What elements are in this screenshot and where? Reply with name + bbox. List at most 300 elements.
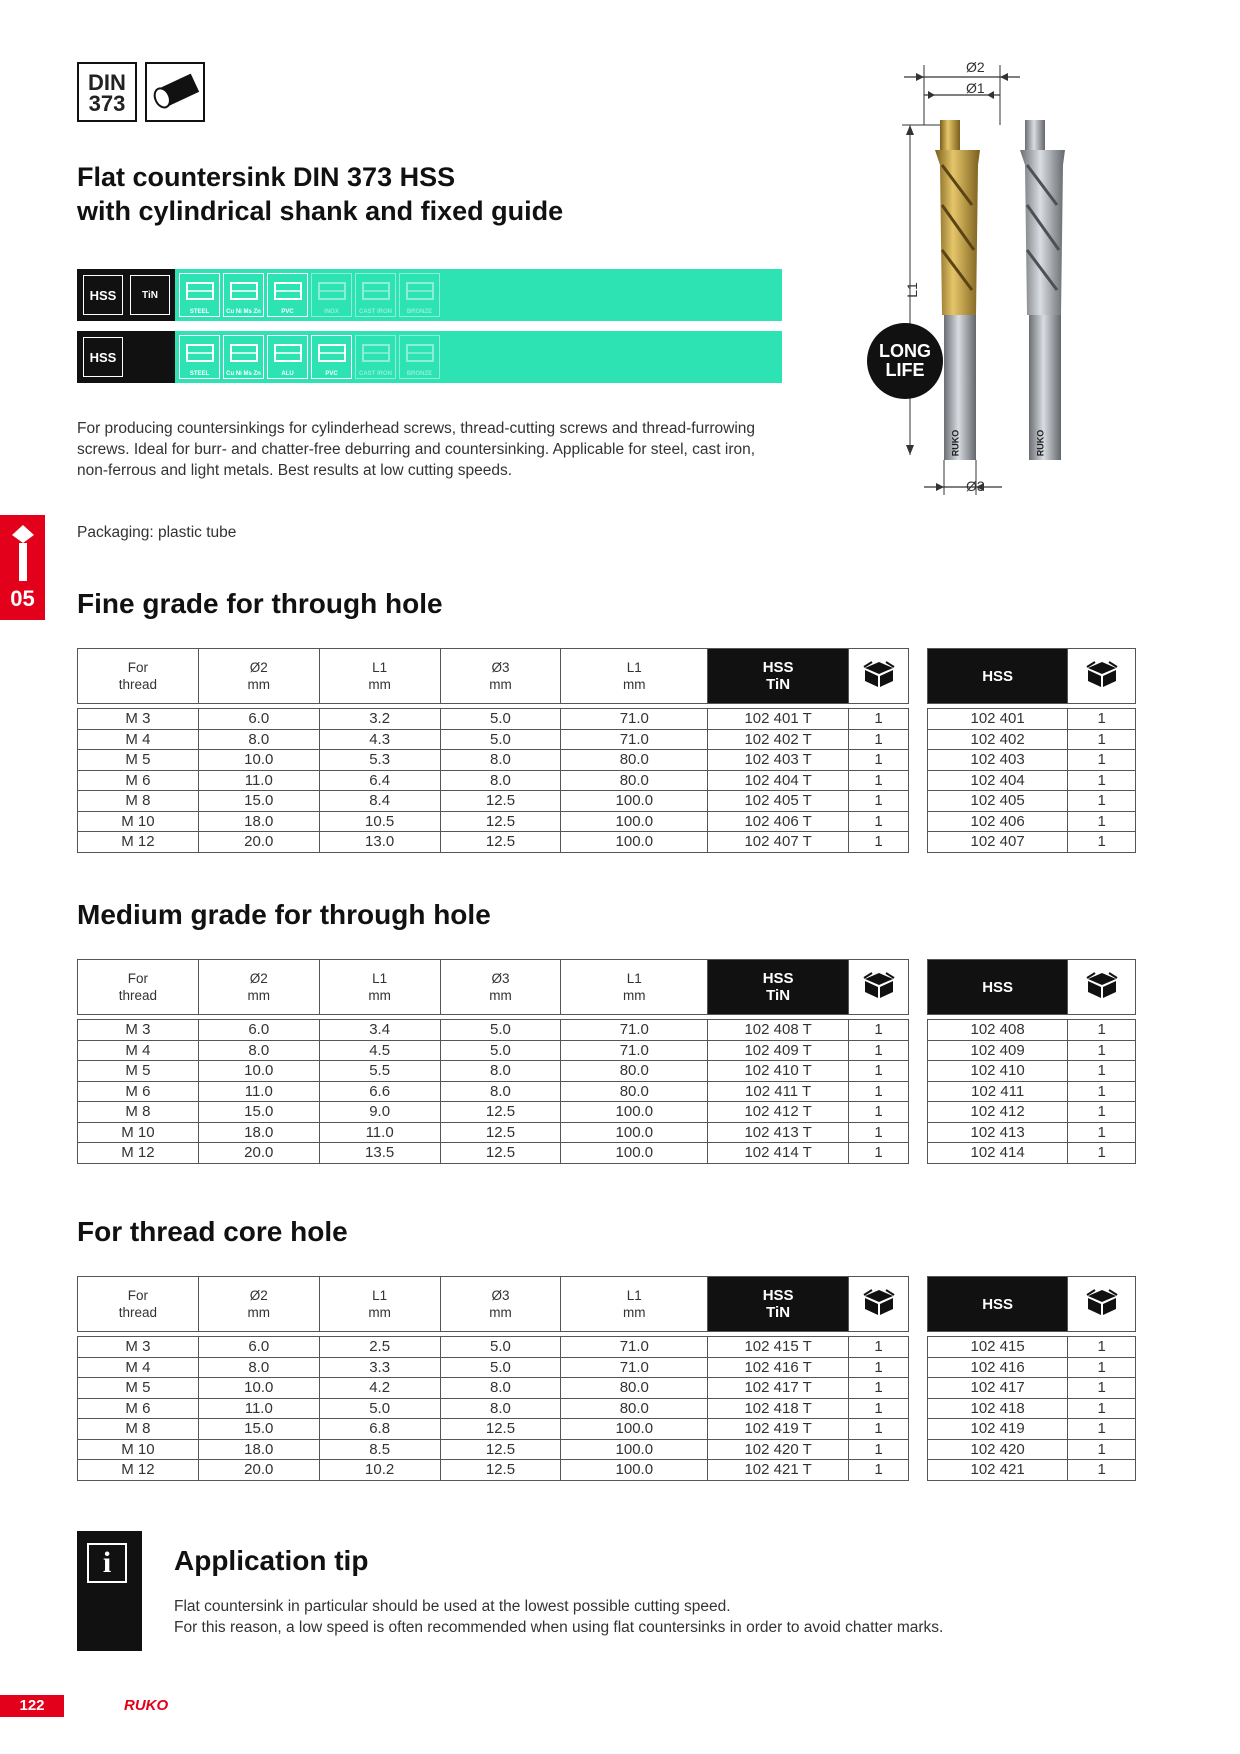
table-cell: 102 419 T (708, 1419, 849, 1440)
header-unit: thread (118, 988, 158, 1003)
table-cell: 5.0 (440, 1040, 561, 1061)
table-cell: 12.5 (440, 1122, 561, 1143)
table-cell: 100.0 (561, 1460, 708, 1481)
box-icon (1068, 960, 1136, 1015)
table-row (78, 1460, 909, 1481)
column-header-hss-tin (708, 960, 849, 1015)
table-cell: M 10 (78, 1439, 199, 1460)
table-cell: 15.0 (198, 1419, 319, 1440)
table-cell: 102 415 (928, 1337, 1068, 1358)
countersink-icon (10, 523, 36, 583)
column-header (440, 1277, 561, 1332)
column-header (78, 960, 199, 1015)
table-header-row (78, 649, 909, 704)
table-cell: 1 (849, 832, 909, 853)
header-label: Ø3 (491, 660, 510, 675)
section-title: Fine grade for through hole (77, 588, 443, 619)
table-cell: 102 421 T (708, 1460, 849, 1481)
table-cell: 8.0 (440, 750, 561, 771)
table-cell: 102 409 T (708, 1040, 849, 1061)
table-cell: 71.0 (561, 729, 708, 750)
table-cell: M 10 (78, 1122, 199, 1143)
table-header-row (928, 960, 1136, 1015)
table-cell: 1 (1068, 1102, 1136, 1123)
table-cell: 1 (1068, 1439, 1136, 1460)
header-unit: mm (247, 1305, 271, 1320)
table-cell: 20.0 (198, 1143, 319, 1164)
material-icon (267, 335, 308, 379)
table-cell: 5.0 (440, 1337, 561, 1358)
table-cell: 71.0 (561, 1020, 708, 1041)
table-cell: 80.0 (561, 770, 708, 791)
long-life-badge (867, 323, 943, 399)
table-cell: M 3 (78, 709, 199, 730)
table-cell: 1 (849, 1020, 909, 1041)
table-cell: 1 (849, 1040, 909, 1061)
table-row (78, 1439, 909, 1460)
table-cell: 12.5 (440, 832, 561, 853)
title-line-1: Flat countersink DIN 373 HSS (77, 162, 456, 192)
table-cell: 1 (1068, 791, 1136, 812)
header-unit: mm (247, 988, 271, 1003)
material-icon (179, 335, 220, 379)
table-cell: 102 412 T (708, 1102, 849, 1123)
table-cell: 3.4 (319, 1020, 440, 1041)
table-row (928, 811, 1136, 832)
title-line-2: with cylindrical shank and fixed guide (77, 196, 564, 226)
table-cell: 12.5 (440, 791, 561, 812)
table-row (78, 1419, 909, 1440)
page-title (77, 160, 563, 228)
box-icon (1068, 649, 1136, 704)
table-cell: 1 (1068, 1061, 1136, 1082)
table-cell: 100.0 (561, 1122, 708, 1143)
header-unit: mm (489, 677, 512, 692)
table-cell: 11.0 (319, 1122, 440, 1143)
table-cell: 8.0 (198, 1040, 319, 1061)
table-cell: 102 401 T (708, 709, 849, 730)
table-cell: 13.5 (319, 1143, 440, 1164)
table-cell: 102 401 (928, 709, 1068, 730)
table-cell: 100.0 (561, 1143, 708, 1164)
material-label: CAST IRON (359, 371, 392, 377)
header-unit: mm (247, 677, 271, 692)
table-cell: 1 (849, 1061, 909, 1082)
table-cell: 80.0 (561, 750, 708, 771)
coating-badge: HSS (83, 337, 123, 377)
table-cell: 10.0 (198, 1378, 319, 1399)
table-row (928, 750, 1136, 771)
table-cell: 102 413 T (708, 1122, 849, 1143)
table-cell: 102 417 T (708, 1378, 849, 1399)
table-header-row (928, 1277, 1136, 1332)
header-label: L1 (626, 971, 642, 986)
badge-line-1: LONG (879, 341, 931, 361)
table-row (928, 1439, 1136, 1460)
header-unit: mm (623, 1305, 646, 1320)
dimension-l1-label: L1 (903, 282, 920, 298)
table-cell: 71.0 (561, 1357, 708, 1378)
table-row (928, 709, 1136, 730)
material-icon (223, 335, 264, 379)
table-cell: 102 416 (928, 1357, 1068, 1378)
table-cell: 80.0 (561, 1378, 708, 1399)
table-row (928, 1419, 1136, 1440)
table-cell: 102 416 T (708, 1357, 849, 1378)
material-label: BRONZE (406, 309, 433, 315)
table-cell: 8.0 (440, 1378, 561, 1399)
table-cell: M 5 (78, 1061, 199, 1082)
table-cell: 1 (849, 750, 909, 771)
dimension-d3-label: Ø3 (966, 478, 985, 494)
table-cell: 8.0 (440, 1081, 561, 1102)
table-cell: 1 (1068, 770, 1136, 791)
column-header-hss: HSS (928, 960, 1068, 1015)
material-label: INOX (324, 309, 339, 315)
table-cell: 8.0 (198, 1357, 319, 1378)
tool-dimension-diagram (880, 55, 1080, 505)
material-icon (311, 273, 352, 317)
material-icon (311, 335, 352, 379)
table-row (928, 1398, 1136, 1419)
table-cell: 4.5 (319, 1040, 440, 1061)
table-cell: M 4 (78, 729, 199, 750)
box-icon (849, 649, 909, 704)
table-cell: 12.5 (440, 811, 561, 832)
header-label: TiN (766, 1304, 791, 1321)
material-bar-1 (77, 269, 782, 321)
table-cell: 1 (1068, 750, 1136, 771)
table-cell: 1 (1068, 811, 1136, 832)
material-label: PVC (281, 309, 294, 315)
table-cell: 1 (849, 1122, 909, 1143)
table-cell: 10.0 (198, 750, 319, 771)
table-cell: 102 410 T (708, 1061, 849, 1082)
table-header-row (78, 960, 909, 1015)
header-unit: mm (489, 988, 512, 1003)
table-cell: 4.2 (319, 1378, 440, 1399)
table-cell: 1 (849, 1419, 909, 1440)
table-cell: 102 402 (928, 729, 1068, 750)
table-cell: 102 421 (928, 1460, 1068, 1481)
table-cell: 100.0 (561, 791, 708, 812)
table-cell: 1 (849, 1398, 909, 1419)
table-row (78, 1020, 909, 1041)
material-icon (179, 273, 220, 317)
table-row (78, 1398, 909, 1419)
table-cell: 5.0 (440, 1020, 561, 1041)
table-cell: 11.0 (198, 1081, 319, 1102)
header-label: L1 (372, 971, 388, 986)
header-unit: mm (368, 1305, 391, 1320)
table-cell: 1 (849, 1439, 909, 1460)
table-row (78, 1378, 909, 1399)
table-row (78, 811, 909, 832)
table-cell: 5.0 (440, 709, 561, 730)
column-header (319, 1277, 440, 1332)
table-row (928, 729, 1136, 750)
table-cell: 3.2 (319, 709, 440, 730)
column-header (78, 1277, 199, 1332)
table-cell: M 3 (78, 1020, 199, 1041)
table-cell: 100.0 (561, 832, 708, 853)
column-header (198, 649, 319, 704)
cylindrical-shank-icon (145, 62, 205, 122)
table-cell: 1 (849, 1357, 909, 1378)
tip-text (174, 1596, 943, 1638)
din-number: 373 (88, 91, 126, 116)
product-description: For producing countersinkings for cylinderhead screws, thread-cutting screws and thread-furrowing screws. Ideal for burr- and chatter-free deburring and countersinking. Applicable for steel, cast iron, non-ferrous and light metals. Best results at low cutting speeds. (77, 420, 756, 479)
table-row (928, 1061, 1136, 1082)
table-cell: 12.5 (440, 1143, 561, 1164)
table-cell: 12.5 (440, 1419, 561, 1440)
table-cell: 102 418 (928, 1398, 1068, 1419)
table-cell: M 6 (78, 1081, 199, 1102)
table-cell: M 12 (78, 832, 199, 853)
coating-badge: HSS (83, 275, 123, 315)
table-cell: 3.3 (319, 1357, 440, 1378)
table-row (928, 770, 1136, 791)
column-header-hss: HSS (928, 1277, 1068, 1332)
table-cell: 5.5 (319, 1061, 440, 1082)
table-cell: 1 (849, 1337, 909, 1358)
material-label: ALU (281, 371, 294, 377)
table-cell: 10.5 (319, 811, 440, 832)
header-label: HSS (762, 1287, 794, 1304)
material-icon (355, 273, 396, 317)
info-icon: i (87, 1543, 127, 1583)
table-row (928, 832, 1136, 853)
column-header (198, 1277, 319, 1332)
tip-line-2: For this reason, a low speed is often recommended when using flat countersinks in order to avoid chatter marks. (174, 1619, 944, 1636)
table-cell: 6.0 (198, 1020, 319, 1041)
table-row (928, 1122, 1136, 1143)
column-header-hss-tin (708, 1277, 849, 1332)
table-cell: 102 410 (928, 1061, 1068, 1082)
column-header (319, 960, 440, 1015)
table-cell: M 6 (78, 1398, 199, 1419)
table-cell: 100.0 (561, 811, 708, 832)
table-cell: 102 413 (928, 1122, 1068, 1143)
chapter-number: 05 (10, 586, 35, 611)
table-cell: 8.0 (440, 770, 561, 791)
chapter-tab (0, 515, 45, 620)
header-unit: mm (623, 988, 646, 1003)
table-cell: 1 (1068, 832, 1136, 853)
table-cell: 1 (849, 811, 909, 832)
table-cell: 1 (1068, 1081, 1136, 1102)
table-cell: 6.0 (198, 709, 319, 730)
header-unit: mm (623, 677, 646, 692)
material-label: BRONZE (406, 371, 433, 377)
table-cell: 1 (1068, 1460, 1136, 1481)
table-cell: 1 (1068, 1357, 1136, 1378)
table-cell: 102 408 T (708, 1020, 849, 1041)
table-cell: 100.0 (561, 1419, 708, 1440)
table-cell: 5.0 (440, 729, 561, 750)
din-373-logo (77, 62, 137, 122)
table-row (928, 1143, 1136, 1164)
table-row (928, 1040, 1136, 1061)
table-cell: 8.4 (319, 791, 440, 812)
table-cell: 100.0 (561, 1102, 708, 1123)
header-label: Ø2 (249, 971, 268, 986)
table-cell: 11.0 (198, 770, 319, 791)
table-cell: 1 (1068, 1040, 1136, 1061)
material-icon (223, 273, 264, 317)
table-cell: 6.8 (319, 1419, 440, 1440)
table-cell: 102 405 (928, 791, 1068, 812)
hss-table (927, 648, 1136, 853)
table-cell: 1 (1068, 1398, 1136, 1419)
shank-brand-mark-steel: RUKO (1035, 429, 1046, 457)
table-row (928, 1102, 1136, 1123)
table-cell: 1 (849, 1081, 909, 1102)
table-row (78, 1081, 909, 1102)
table-cell: 18.0 (198, 1439, 319, 1460)
table-cell: 102 414 (928, 1143, 1068, 1164)
material-icon (399, 335, 440, 379)
table-cell: 1 (1068, 709, 1136, 730)
table-row (78, 1122, 909, 1143)
table-cell: M 8 (78, 791, 199, 812)
table-cell: 102 406 T (708, 811, 849, 832)
table-cell: 80.0 (561, 1081, 708, 1102)
table-cell: 102 404 (928, 770, 1068, 791)
table-row (928, 1378, 1136, 1399)
table-cell: 1 (849, 709, 909, 730)
table-cell: 8.0 (440, 1398, 561, 1419)
table-row (78, 1102, 909, 1123)
table-cell: 102 412 (928, 1102, 1068, 1123)
table-row (78, 729, 909, 750)
table-cell: 1 (1068, 1122, 1136, 1143)
table-cell: 1 (1068, 1020, 1136, 1041)
table-cell: 8.0 (198, 729, 319, 750)
table-cell: 102 414 T (708, 1143, 849, 1164)
table-cell: 1 (1068, 729, 1136, 750)
table-cell: M 5 (78, 750, 199, 771)
spec-table (77, 648, 909, 853)
table-cell: M 8 (78, 1419, 199, 1440)
tip-line-1: Flat countersink in particular should be used at the lowest possible cutting speed. (174, 1598, 731, 1615)
table-row (928, 791, 1136, 812)
table-cell: 15.0 (198, 791, 319, 812)
table-cell: 13.0 (319, 832, 440, 853)
table-cell: M 4 (78, 1040, 199, 1061)
table-cell: 1 (1068, 1378, 1136, 1399)
spec-table (77, 959, 909, 1164)
table-row (78, 1337, 909, 1358)
table-cell: 1 (849, 1378, 909, 1399)
table-cell: 1 (849, 1460, 909, 1481)
spec-table (77, 1276, 909, 1481)
column-header (440, 960, 561, 1015)
table-cell: 102 403 T (708, 750, 849, 771)
header-label: HSS (762, 659, 794, 676)
table-cell: 15.0 (198, 1102, 319, 1123)
box-icon (849, 960, 909, 1015)
header-label: L1 (626, 1288, 642, 1303)
dimension-d2-label: Ø2 (966, 59, 985, 75)
table-cell: 6.4 (319, 770, 440, 791)
table-cell: 8.5 (319, 1439, 440, 1460)
header-label: L1 (372, 660, 388, 675)
table-cell: 12.5 (440, 1102, 561, 1123)
table-row (78, 832, 909, 853)
table-cell: 2.5 (319, 1337, 440, 1358)
table-cell: 1 (1068, 1419, 1136, 1440)
table-row (78, 1143, 909, 1164)
table-cell: 12.5 (440, 1439, 561, 1460)
table-cell: 8.0 (440, 1061, 561, 1082)
table-cell: 9.0 (319, 1102, 440, 1123)
table-cell: M 5 (78, 1378, 199, 1399)
table-cell: 102 408 (928, 1020, 1068, 1041)
table-cell: 102 411 (928, 1081, 1068, 1102)
table-cell: 102 406 (928, 811, 1068, 832)
table-cell: 80.0 (561, 1398, 708, 1419)
material-icon (267, 273, 308, 317)
table-cell: M 8 (78, 1102, 199, 1123)
material-label: Cu Ni Ms Zn (226, 309, 261, 315)
table-cell: M 6 (78, 770, 199, 791)
table-row (928, 1020, 1136, 1041)
table-row (928, 1460, 1136, 1481)
header-label: L1 (626, 660, 642, 675)
table-cell: 71.0 (561, 1040, 708, 1061)
din-label: DIN (88, 70, 126, 95)
dimension-d1-label: Ø1 (966, 80, 985, 96)
table-cell: 1 (849, 1102, 909, 1123)
table-cell: M 4 (78, 1357, 199, 1378)
table-row (928, 1081, 1136, 1102)
table-cell: 1 (849, 1143, 909, 1164)
table-cell: 80.0 (561, 1061, 708, 1082)
table-cell: 102 409 (928, 1040, 1068, 1061)
hss-table (927, 1276, 1136, 1481)
table-row (78, 770, 909, 791)
table-cell: 102 407 (928, 832, 1068, 853)
table-cell: 1 (849, 770, 909, 791)
header-label: Ø2 (249, 1288, 268, 1303)
table-row (78, 1040, 909, 1061)
table-cell: 102 420 T (708, 1439, 849, 1460)
brand-logo: RUKO (124, 1697, 169, 1714)
table-row (78, 709, 909, 730)
column-header-hss-tin (708, 649, 849, 704)
table-cell: 20.0 (198, 1460, 319, 1481)
header-label: TiN (766, 987, 791, 1004)
table-row (78, 1357, 909, 1378)
coating-badge: TiN (130, 275, 170, 315)
material-icon (355, 335, 396, 379)
table-cell: 102 402 T (708, 729, 849, 750)
header-label: HSS (762, 970, 794, 987)
table-cell: 4.3 (319, 729, 440, 750)
table-cell: 11.0 (198, 1398, 319, 1419)
box-icon (849, 1277, 909, 1332)
table-cell: 102 403 (928, 750, 1068, 771)
table-cell: 71.0 (561, 1337, 708, 1358)
material-label: Cu Ni Ms Zn (226, 371, 261, 377)
material-label: STEEL (189, 371, 210, 377)
column-header (561, 649, 708, 704)
material-label: STEEL (189, 309, 210, 315)
table-row (78, 791, 909, 812)
table-cell: 102 419 (928, 1419, 1068, 1440)
shank-brand-mark-gold: RUKO (950, 429, 961, 457)
